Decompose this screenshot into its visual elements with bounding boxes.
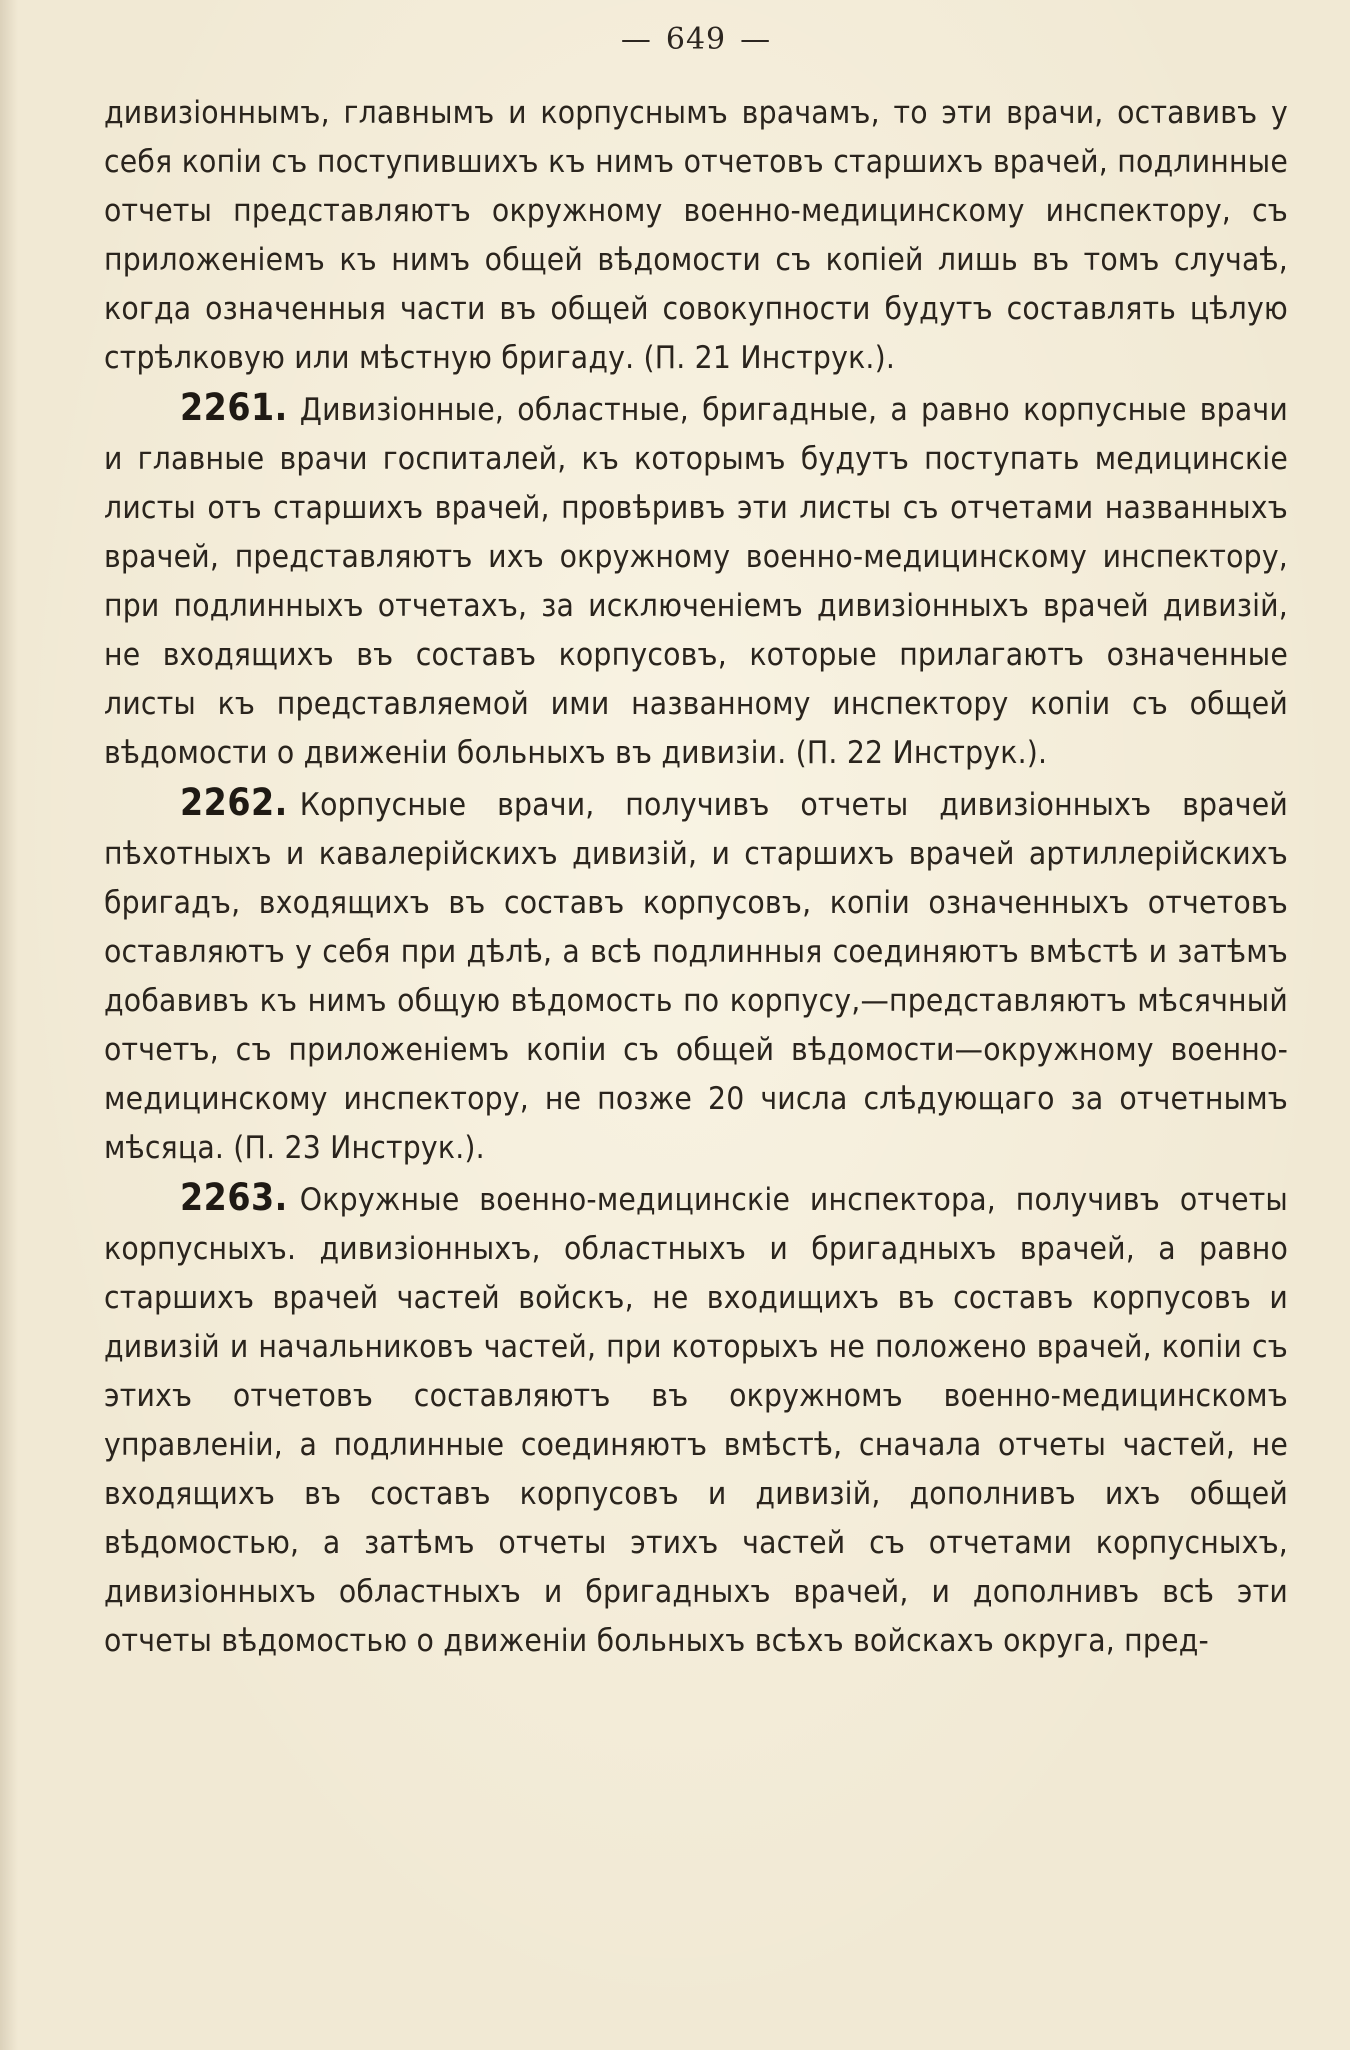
- article-number: 2263.: [180, 1176, 288, 1219]
- article-text: Корпусные врачи, получивъ отчеты дивизіонныхъ врачей пѣхотныхъ и кавалерійскихъ дивизій, и старшихъ врачей артиллерійскихъ бригадъ, входящихъ въ составъ корпусовъ, копіи означенныхъ отчетовъ оставляютъ у себя при дѣлѣ, а всѣ подлинныя соединяютъ вмѣстѣ и затѣмъ добавивъ къ нимъ общую вѣдомость по корпусу,—представляютъ мѣсячный отчетъ, съ приложеніемъ копіи съ общей вѣдомости—окружному военно-медицинскому инспектору, не позже 20 числа слѣдующаго за отчетнымъ мѣсяца. (П. 23 Инструк.).: [104, 787, 1288, 1166]
- article-number: 2262.: [180, 781, 288, 824]
- page-number-dash-left: —: [620, 22, 652, 57]
- article-2263: [104, 1173, 1288, 1666]
- article-text: Дивизіонные, областные, бригадные, а равно корпусные врачи и главные врачи госпиталей, къ которымъ будутъ поступать медицинскіе листы отъ старшихъ врачей, провѣривъ эти листы съ отчетами названныхъ врачей, представляютъ ихъ окружному военно-медицинскому инспектору, при подлинныхъ отчетахъ, за исключеніемъ дивизіонныхъ врачей дивизій, не входящихъ въ составъ корпусовъ, которые прилагаютъ означенные листы къ представляемой ими названному инспектору копіи съ общей вѣдомости о движеніи больныхъ въ дивизіи. (П. 22 Инструк.).: [104, 392, 1288, 771]
- continuation-paragraph: дивизіоннымъ, главнымъ и корпуснымъ врачамъ, то эти врачи, оставивъ у себя копіи съ поступившихъ къ нимъ отчетовъ старшихъ врачей, подлинные отчеты представляютъ окружному военно-медицинскому инспектору, съ приложеніемъ къ нимъ общей вѣдомости съ копіей лишь въ томъ случаѣ, когда означенныя части въ общей совокупности будутъ составлять цѣлую стрѣлковую или мѣстную бригаду. (П. 21 Инструк.).: [104, 95, 1288, 376]
- page-number-dash-right: —: [740, 22, 772, 57]
- page-number: [104, 22, 1288, 57]
- article-text: Окружные военно-медицинскіе инспектора, получивъ отчеты корпусныхъ. дивизіонныхъ, областныхъ и бригадныхъ врачей, а равно старшихъ врачей частей войскъ, не входищихъ въ составъ корпусовъ и дивизій и начальниковъ частей, при которыхъ не положено врачей, копіи съ этихъ отчетовъ составляютъ въ окружномъ военно-медицинскомъ управленіи, а подлинные соединяютъ вмѣстѣ, сначала отчеты частей, не входящихъ въ составъ корпусовъ и дивизій, дополнивъ ихъ общей вѣдомостью, а затѣмъ отчеты этихъ частей съ отчетами корпусныхъ, дивизіонныхъ областныхъ и бригадныхъ врачей, и дополнивъ всѣ эти отчеты вѣдомостью о движеніи больныхъ всѣхъ войскахъ округа, пред-: [104, 1182, 1288, 1659]
- article-number: 2261.: [180, 386, 288, 429]
- article-2262: [104, 778, 1288, 1173]
- article-2261: [104, 383, 1288, 778]
- page-number-value: 649: [665, 22, 727, 57]
